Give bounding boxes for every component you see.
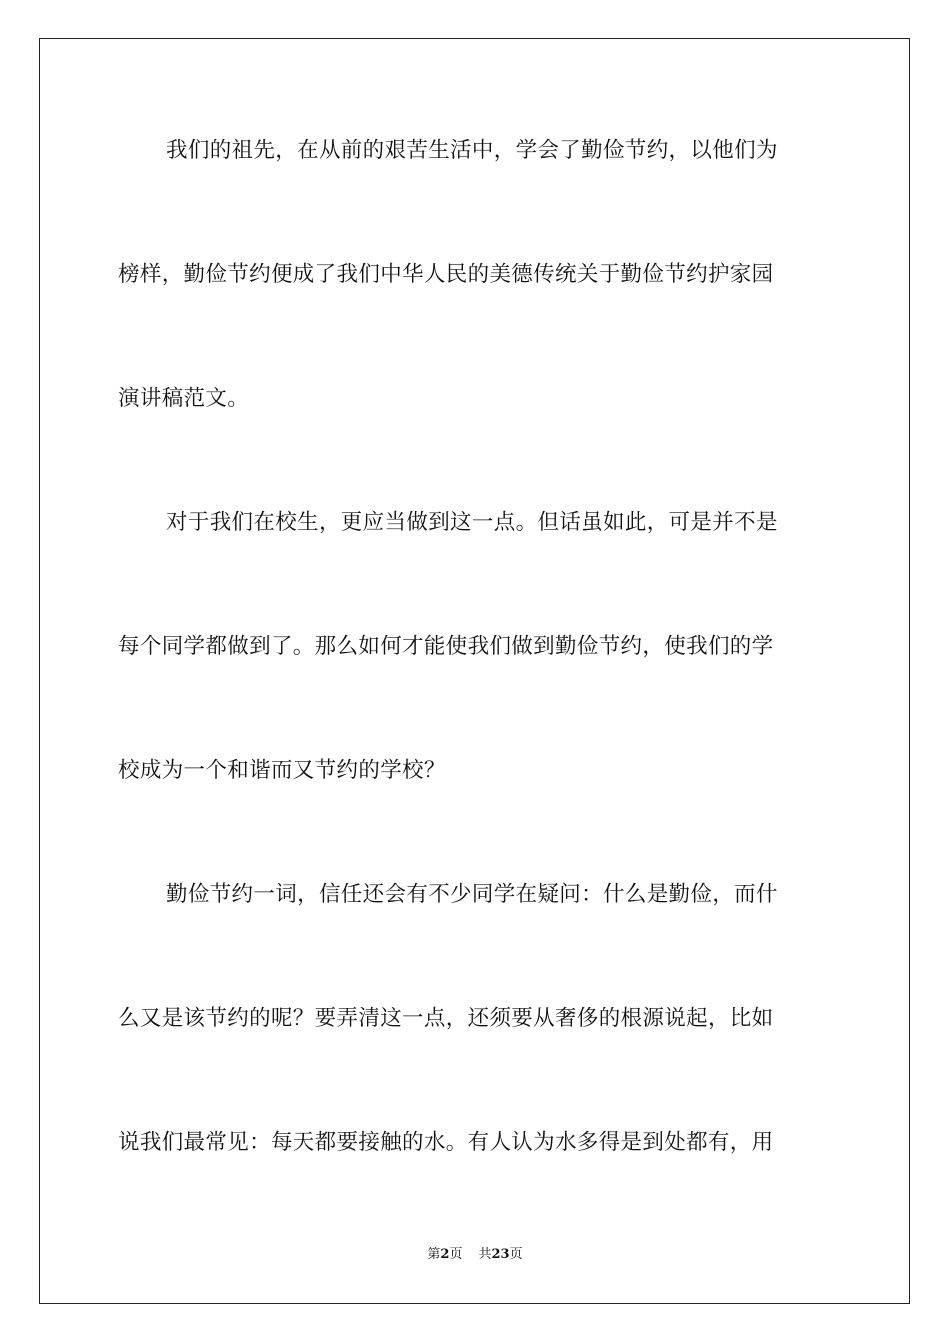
paragraph-line: 我们的祖先，在从前的艰苦生活中，学会了勤俭节约，以他们为 <box>166 138 778 163</box>
paragraph-line: 说我们最常见：每天都要接触的水。有人认为水多得是到处都有，用 <box>118 1130 774 1155</box>
paragraph-line: 校成为一个和谐而又节约的学校？ <box>118 758 446 783</box>
paragraph-line: 么又是该节约的呢？要弄清这一点，还须要从奢侈的根源说起，比如 <box>118 1006 774 1031</box>
paragraph-line: 对于我们在校生，更应当做到这一点。但话虽如此，可是并不是 <box>166 510 778 535</box>
total-pages: 23 <box>491 1247 510 1262</box>
paragraph-line: 榜样，勤俭节约便成了我们中华人民的美德传统关于勤俭节约护家园 <box>118 262 774 287</box>
paragraph-line: 勤俭节约一词，信任还会有不少同学在疑问：什么是勤俭，而什 <box>166 882 778 907</box>
total-prefix: 共 <box>478 1247 492 1262</box>
page-border <box>39 38 910 1304</box>
page-prefix: 第 <box>427 1247 441 1262</box>
page-footer <box>0 1246 950 1264</box>
page-suffix: 页 <box>449 1247 463 1262</box>
paragraph-line: 演讲稿范文。 <box>118 386 250 411</box>
page-number: 2 <box>440 1247 450 1262</box>
paragraph-line: 每个同学都做到了。那么如何才能使我们做到勤俭节约，使我们的学 <box>118 634 774 659</box>
total-suffix: 页 <box>509 1247 523 1262</box>
